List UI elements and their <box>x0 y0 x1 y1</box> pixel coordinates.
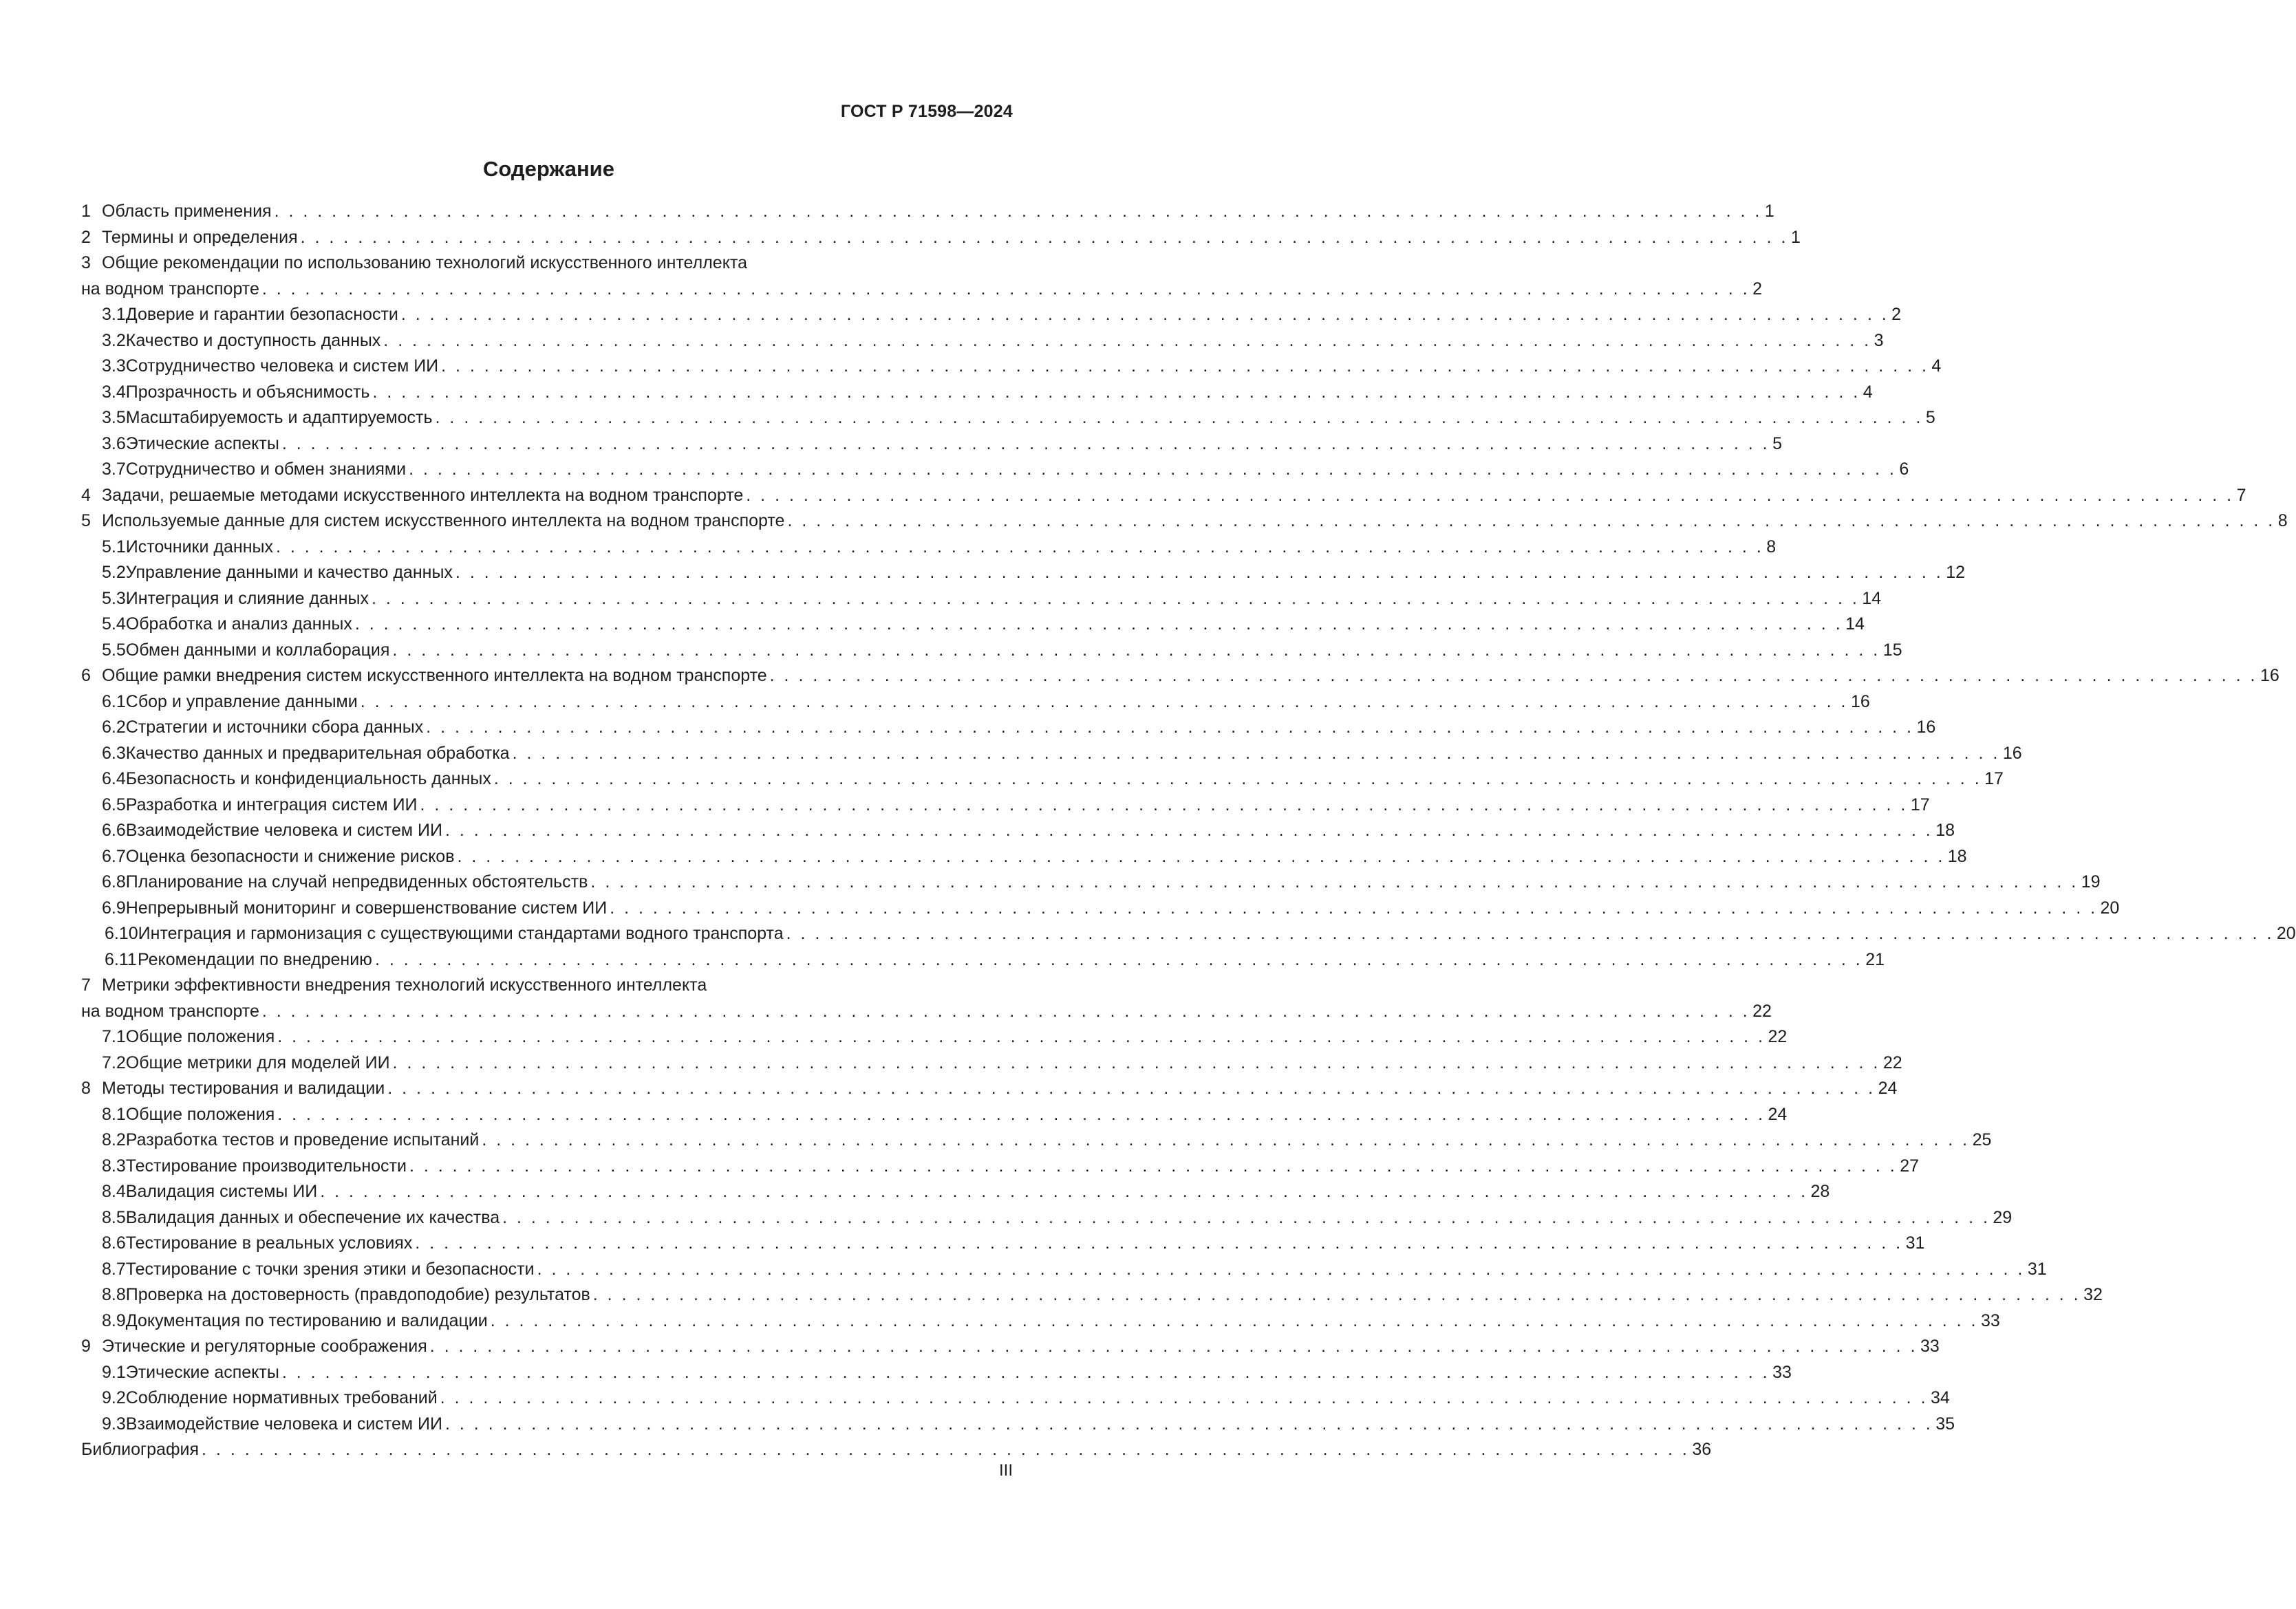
dot-leader: . . . . . . . . . . . . . . . . . . . . . . . . . . . . . . . . . . . . . . . . . . . . . . . . . . . . . . . . . . . . . . . . . . . . . . . . . . . . . . . . . . . . . . . . . . . . . . . . . . . . . . . . <box>512 743 2000 763</box>
toc-entry-page: 12 <box>1946 563 1966 582</box>
toc-entry-number: 6.10 <box>105 924 138 943</box>
toc-entry-number: 6.7 <box>102 846 126 866</box>
toc-entry-page: 1 <box>1764 202 1774 221</box>
dot-leader: . . . . . . . . . . . . . . . . . . . . . . . . . . . . . . . . . . . . . . . . . . . . . . . . . . . . . . . . . . . . . . . . . . . . . . . . . . . . . . . . . . . . . . . . . . . . . . . . . . . . . . . . <box>400 305 1889 324</box>
toc-entry-number: 6.6 <box>102 821 126 840</box>
toc-entry[interactable] <box>81 612 1865 638</box>
toc-entry-title: Обработка и анализ данных <box>125 614 352 634</box>
dot-leader: . . . . . . . . . . . . . . . . . . . . . . . . . . . . . . . . . . . . . . . . . . . . . . . . . . . . . . . . . . . . . . . . . . . . . . . . . . . . . . . . . . . . . . . . . . . . . . . . . . . . . . . . <box>409 460 1897 479</box>
toc-entry-title: Этические аспекты <box>125 433 279 453</box>
toc-entry-number: 8.9 <box>102 1310 126 1330</box>
toc-entry-number: 8.6 <box>102 1233 126 1253</box>
toc-entry-number: 6.9 <box>102 898 126 918</box>
toc-entry-number: 8.2 <box>102 1130 126 1149</box>
toc-entry-number: 3.1 <box>102 305 126 324</box>
toc-entry-number: 3.6 <box>102 433 126 453</box>
dot-leader: . . . . . . . . . . . . . . . . . . . . . . . . . . . . . . . . . . . . . . . . . . . . . . . . . . . . . . . . . . . . . . . . . . . . . . . . . . . . . . . . . . . . . . . . . . . . . . . . . . . . . . . . <box>281 433 1770 453</box>
toc-entry[interactable] <box>81 1308 2000 1335</box>
toc-entry-title: Сбор и управление данными <box>125 691 358 711</box>
dot-leader: . . . . . . . . . . . . . . . . . . . . . . . . . . . . . . . . . . . . . . . . . . . . . . . . . . . . . . . . . . . . . . . . . . . . . . . . . . . . . . . . . . . . . . . . . . . . . . . . . . . . . . . . <box>426 717 1914 737</box>
toc-entry[interactable] <box>81 457 1909 483</box>
toc-entry-number: 5.3 <box>102 588 126 608</box>
table-of-contents <box>81 199 2296 1463</box>
toc-entry[interactable] <box>81 534 1777 561</box>
toc-entry-page: 14 <box>1862 588 1882 608</box>
dot-leader: . . . . . . . . . . . . . . . . . . . . . . . . . . . . . . . . . . . . . . . . . . . . . . . . . . . . . . . . . . . . . . . . . . . . . . . . . . . . . . . . . . . . . . . . . . . . . . . . . . . . . . . . <box>787 511 2275 530</box>
toc-entry[interactable] <box>81 354 1942 380</box>
toc-entry-number: 6.3 <box>102 743 126 763</box>
toc-entry[interactable] <box>81 689 1870 715</box>
toc-entry-title: Используемые данные для систем искусственного интеллекта на водном транспорте <box>102 511 785 530</box>
toc-entry-number: 6.5 <box>102 795 126 814</box>
toc-entry[interactable] <box>81 638 1902 664</box>
toc-entry[interactable] <box>81 1024 1788 1050</box>
toc-entry[interactable] <box>81 199 1774 225</box>
toc-entry-number: 6.1 <box>102 691 126 711</box>
dot-leader: . . . . . . . . . . . . . . . . . . . . . . . . . . . . . . . . . . . . . . . . . . . . . . . . . . . . . . . . . . . . . . . . . . . . . . . . . . . . . . . . . . . . . . . . . . . . . . . . . . . . . . . . <box>372 588 1860 608</box>
toc-entry-title: Тестирование с точки зрения этики и безопасности <box>125 1259 535 1279</box>
toc-entry-title: Планирование на случай непредвиденных обстоятельств <box>125 872 588 892</box>
toc-entry-number: 5.1 <box>102 537 126 557</box>
toc-entry-number: 7.1 <box>102 1027 126 1046</box>
toc-entry-page: 7 <box>2236 485 2246 505</box>
toc-entry-number: 8.4 <box>102 1182 126 1201</box>
toc-entry[interactable] <box>81 818 1955 844</box>
toc-entry[interactable] <box>81 896 2120 922</box>
dot-leader: . . . . . . . . . . . . . . . . . . . . . . . . . . . . . . . . . . . . . . . . . . . . . . . . . . . . . . . . . . . . . . . . . . . . . . . . . . . . . . . . . . . . . . . . . . . . . . . . . . . . . . . . <box>537 1259 2025 1279</box>
toc-entry-title: Тестирование производительности <box>125 1156 407 1176</box>
toc-entry-number: 7 <box>81 975 91 995</box>
toc-entry[interactable] <box>81 973 1015 999</box>
toc-entry[interactable] <box>81 431 1782 457</box>
dot-leader: . . . . . . . . . . . . . . . . . . . . . . . . . . . . . . . . . . . . . . . . . . . . . . . . . . . . . . . . . . . . . . . . . . . . . . . . . . . . . . . . . . . . . . . . . . . . . . . . . . . . . . . . <box>277 1104 1766 1124</box>
toc-entry[interactable] <box>81 1179 1830 1205</box>
toc-entry[interactable] <box>81 1385 1950 1412</box>
toc-entry-page: 20 <box>2276 924 2296 943</box>
toc-entry-page: 8 <box>1766 537 1777 557</box>
toc-entry-number: 3.3 <box>102 356 126 376</box>
dot-leader: . . . . . . . . . . . . . . . . . . . . . . . . . . . . . . . . . . . . . . . . . . . . . . . . . . . . . . . . . . . . . . . . . . . . . . . . . . . . . . . . . . . . . . . . . . . . . . . . . . . . . . . . <box>360 691 1848 711</box>
toc-entry[interactable] <box>81 586 1882 612</box>
toc-entry-page: 32 <box>2083 1285 2103 1304</box>
dot-leader: . . . . . . . . . . . . . . . . . . . . . . . . . . . . . . . . . . . . . . . . . . . . . . . . . . . . . . . . . . . . . . . . . . . . . . . . . . . . . . . . . . . . . . . . . . . . . . . . . . . . . . . . <box>387 1079 1876 1098</box>
toc-entry-number: 3.7 <box>102 460 126 479</box>
toc-entry-number: 6.4 <box>102 769 126 788</box>
toc-entry[interactable] <box>81 1205 2013 1231</box>
toc-entry-title: Взаимодействие человека и систем ИИ <box>125 1414 442 1434</box>
toc-entry-title: Этические и регуляторные соображения <box>102 1337 427 1356</box>
toc-entry[interactable] <box>81 921 2296 947</box>
toc-entry-number: 8.3 <box>102 1156 126 1176</box>
toc-entry-page: 18 <box>1935 821 1955 840</box>
toc-entry-title: Разработка и интеграция систем ИИ <box>125 795 418 814</box>
toc-entry-page: 24 <box>1768 1104 1788 1124</box>
toc-entry[interactable] <box>81 663 2279 689</box>
toc-entry-page: 31 <box>1905 1233 1925 1253</box>
toc-entry-page: 29 <box>1993 1207 2013 1227</box>
toc-entry-page: 21 <box>1865 949 1885 969</box>
dot-leader: . . . . . . . . . . . . . . . . . . . . . . . . . . . . . . . . . . . . . . . . . . . . . . . . . . . . . . . . . . . . . . . . . . . . . . . . . . . . . . . . . . . . . . . . . . . . . . . . . . . . . . . . <box>275 537 1764 557</box>
toc-entry[interactable] <box>81 715 1936 741</box>
toc-entry-number: 8 <box>81 1079 91 1098</box>
toc-entry-title: Валидация данных и обеспечение их качества <box>125 1207 500 1227</box>
toc-entry-page: 3 <box>1874 330 1884 350</box>
toc-entry-title: Безопасность и конфиденциальность данных <box>125 769 491 788</box>
dot-leader: . . . . . . . . . . . . . . . . . . . . . . . . . . . . . . . . . . . . . . . . . . . . . . . . . . . . . . . . . . . . . . . . . . . . . . . . . . . . . . . . . . . . . . . . . . . . . . . . . . . . . . . . <box>261 279 1750 299</box>
toc-entry-title: Разработка тестов и проведение испытаний <box>125 1130 480 1149</box>
toc-entry-page: 28 <box>1810 1182 1830 1201</box>
toc-entry-title: Методы тестирования и валидации <box>102 1079 385 1098</box>
dot-leader: . . . . . . . . . . . . . . . . . . . . . . . . . . . . . . . . . . . . . . . . . . . . . . . . . . . . . . . . . . . . . . . . . . . . . . . . . . . . . . . . . . . . . . . . . . . . . . . . . . . . . . . . <box>261 1001 1750 1021</box>
toc-entry[interactable] <box>81 1412 1955 1438</box>
dot-leader: . . . . . . . . . . . . . . . . . . . . . . . . . . . . . . . . . . . . . . . . . . . . . . . . . . . . . . . . . . . . . . . . . . . . . . . . . . . . . . . . . . . . . . . . . . . . . . . . . . . . . . . . <box>274 202 1762 221</box>
toc-entry[interactable] <box>81 1102 1788 1128</box>
toc-entry-title: Оценка безопасности и снижение рисков <box>125 846 455 866</box>
toc-entry-title: Качество данных и предварительная обработка <box>125 743 510 763</box>
toc-entry[interactable] <box>81 766 2004 792</box>
toc-entry[interactable] <box>81 560 1966 586</box>
dot-leader: . . . . . . . . . . . . . . . . . . . . . . . . . . . . . . . . . . . . . . . . . . . . . . . . . . . . . . . . . . . . . . . . . . . . . . . . . . . . . . . . . . . . . . . . . . . . . . . . . . . . . . . . <box>320 1182 1808 1201</box>
toc-entry-title: Термины и определения <box>102 227 298 247</box>
toc-entry[interactable] <box>81 741 2022 767</box>
dot-leader: . . . . . . . . . . . . . . . . . . . . . . . . . . . . . . . . . . . . . . . . . . . . . . . . . . . . . . . . . . . . . . . . . . . . . . . . . . . . . . . . . . . . . . . . . . . . . . . . . . . . . . . . <box>610 898 2098 918</box>
toc-entry[interactable] <box>81 1076 1898 1102</box>
dot-leader: . . . . . . . . . . . . . . . . . . . . . . . . . . . . . . . . . . . . . . . . . . . . . . . . . . . . . . . . . . . . . . . . . . . . . . . . . . . . . . . . . . . . . . . . . . . . . . . . . . . . . . . . <box>493 769 1982 788</box>
toc-entry-page: 17 <box>1984 769 2004 788</box>
toc-entry-number: 3 <box>81 253 91 272</box>
toc-entry-page: 5 <box>1925 408 1935 427</box>
toc-entry-number: 6.2 <box>102 717 126 737</box>
toc-entry-page: 18 <box>1947 846 1967 866</box>
toc-entry-page: 22 <box>1752 1001 1772 1021</box>
toc-entry[interactable] <box>81 1154 1920 1180</box>
dot-leader: . . . . . . . . . . . . . . . . . . . . . . . . . . . . . . . . . . . . . . . . . . . . . . . . . . . . . . . . . . . . . . . . . . . . . . . . . . . . . . . . . . . . . . . . . . . . . . . . . . . . . . . . <box>435 408 1923 427</box>
page-title: Содержание <box>483 157 614 181</box>
toc-entry-number: 3.2 <box>102 330 126 350</box>
toc-entry-title: Область применения <box>102 202 272 221</box>
toc-entry-title: Метрики эффективности внедрения технологий искусственного интеллекта <box>102 975 707 995</box>
toc-entry-page: 5 <box>1772 433 1782 453</box>
toc-entry-page: 4 <box>1931 356 1942 376</box>
toc-entry-number: 6.8 <box>102 872 126 892</box>
toc-entry[interactable] <box>81 870 2101 896</box>
toc-entry-number: 8.5 <box>102 1207 126 1227</box>
dot-leader: . . . . . . . . . . . . . . . . . . . . . . . . . . . . . . . . . . . . . . . . . . . . . . . . . . . . . . . . . . . . . . . . . . . . . . . . . . . . . . . . . . . . . . . . . . . . . . . . . . . . . . . . <box>746 485 2234 505</box>
toc-entry-page: 22 <box>1882 1052 1902 1072</box>
toc-entry-number: 2 <box>81 227 91 247</box>
dot-leader: . . . . . . . . . . . . . . . . . . . . . . . . . . . . . . . . . . . . . . . . . . . . . . . . . . . . . . . . . . . . . . . . . . . . . . . . . . . . . . . . . . . . . . . . . . . . . . . . . . . . . . . . <box>457 846 1945 866</box>
toc-entry-title-continued: на водном транспорте <box>81 279 259 299</box>
toc-entry-page: 24 <box>1878 1079 1898 1098</box>
toc-entry-number: 6 <box>81 666 91 685</box>
toc-entry-title: Источники данных <box>125 537 273 557</box>
toc-entry-page: 33 <box>1772 1362 1792 1382</box>
toc-entry-title: Взаимодействие человека и систем ИИ <box>125 821 442 840</box>
toc-entry-number: 9.1 <box>102 1362 126 1382</box>
toc-entry[interactable] <box>81 1360 1792 1386</box>
dot-leader: . . . . . . . . . . . . . . . . . . . . . . . . . . . . . . . . . . . . . . . . . . . . . . . . . . . . . . . . . . . . . . . . . . . . . . . . . . . . . . . . . . . . . . . . . . . . . . . . . . . . . . . . <box>372 382 1860 402</box>
toc-entry-title: Тестирование в реальных условиях <box>125 1233 413 1253</box>
document-code: ГОСТ Р 71598—2024 <box>840 102 1013 121</box>
toc-entry-page: 14 <box>1845 614 1865 634</box>
toc-entry-page: 16 <box>2260 666 2279 685</box>
dot-leader: . . . . . . . . . . . . . . . . . . . . . . . . . . . . . . . . . . . . . . . . . . . . . . . . . . . . . . . . . . . . . . . . . . . . . . . . . . . . . . . . . . . . . . . . . . . . . . . . . . . . . . . . <box>202 1440 1690 1459</box>
toc-entry-page: 2 <box>1891 305 1902 324</box>
dot-leader: . . . . . . . . . . . . . . . . . . . . . . . . . . . . . . . . . . . . . . . . . . . . . . . . . . . . . . . . . . . . . . . . . . . . . . . . . . . . . . . . . . . . . . . . . . . . . . . . . . . . . . . . <box>455 563 1944 582</box>
toc-entry-number: 3.5 <box>102 408 126 427</box>
toc-entry-page: 19 <box>2081 872 2101 892</box>
toc-entry-title: Управление данными и качество данных <box>125 563 453 582</box>
dot-leader: . . . . . . . . . . . . . . . . . . . . . . . . . . . . . . . . . . . . . . . . . . . . . . . . . . . . . . . . . . . . . . . . . . . . . . . . . . . . . . . . . . . . . . . . . . . . . . . . . . . . . . . . <box>383 330 1871 350</box>
dot-leader: . . . . . . . . . . . . . . . . . . . . . . . . . . . . . . . . . . . . . . . . . . . . . . . . . . . . . . . . . . . . . . . . . . . . . . . . . . . . . . . . . . . . . . . . . . . . . . . . . . . . . . . . <box>490 1310 1978 1330</box>
toc-entry-title: Задачи, решаемые методами искусственного интеллекта на водном транспорте <box>102 485 744 505</box>
dot-leader: . . . . . . . . . . . . . . . . . . . . . . . . . . . . . . . . . . . . . . . . . . . . . . . . . . . . . . . . . . . . . . . . . . . . . . . . . . . . . . . . . . . . . . . . . . . . . . . . . . . . . . . . <box>590 872 2079 892</box>
toc-entry-title: Рекомендации по внедрению <box>138 949 372 969</box>
toc-entry-page: 25 <box>1972 1130 1992 1149</box>
dot-leader: . . . . . . . . . . . . . . . . . . . . . . . . . . . . . . . . . . . . . . . . . . . . . . . . . . . . . . . . . . . . . . . . . . . . . . . . . . . . . . . . . . . . . . . . . . . . . . . . . . . . . . . . <box>440 1388 1929 1407</box>
toc-entry-title: Этические аспекты <box>125 1362 279 1382</box>
toc-entry-page: 4 <box>1863 382 1873 402</box>
dot-leader: . . . . . . . . . . . . . . . . . . . . . . . . . . . . . . . . . . . . . . . . . . . . . . . . . . . . . . . . . . . . . . . . . . . . . . . . . . . . . . . . . . . . . . . . . . . . . . . . . . . . . . . . <box>441 356 1929 376</box>
toc-entry-page: 36 <box>1692 1440 1712 1459</box>
page-number: III <box>998 1461 1013 1480</box>
toc-entry-title: Прозрачность и объяснимость <box>125 382 370 402</box>
toc-entry-page: 27 <box>1900 1156 1920 1176</box>
toc-entry-title: Валидация системы ИИ <box>125 1182 318 1201</box>
toc-entry-title: Общие рамки внедрения систем искусственного интеллекта на водном транспорте <box>102 666 767 685</box>
toc-entry-title: Стратегии и источники сбора данных <box>125 717 424 737</box>
toc-entry[interactable] <box>81 1437 1712 1463</box>
toc-entry-title: Сотрудничество человека и систем ИИ <box>125 356 439 376</box>
toc-entry-title: Документация по тестированию и валидации <box>125 1310 488 1330</box>
toc-entry[interactable] <box>81 1050 1902 1077</box>
toc-entry-number: 8.7 <box>102 1259 126 1279</box>
toc-entry-number: 5.2 <box>102 563 126 582</box>
toc-entry-number: 9.2 <box>102 1388 126 1407</box>
toc-entry[interactable] <box>81 1282 2103 1308</box>
toc-entry-title: Непрерывный мониторинг и совершенствование систем ИИ <box>125 898 608 918</box>
dot-leader: . . . . . . . . . . . . . . . . . . . . . . . . . . . . . . . . . . . . . . . . . . . . . . . . . . . . . . . . . . . . . . . . . . . . . . . . . . . . . . . . . . . . . . . . . . . . . . . . . . . . . . . . <box>444 1414 1933 1434</box>
toc-entry-page: 6 <box>1899 460 1909 479</box>
toc-entry-number: 9 <box>81 1337 91 1356</box>
toc-entry[interactable] <box>81 508 2288 534</box>
dot-leader: . . . . . . . . . . . . . . . . . . . . . . . . . . . . . . . . . . . . . . . . . . . . . . . . . . . . . . . . . . . . . . . . . . . . . . . . . . . . . . . . . . . . . . . . . . . . . . . . . . . . . . . . <box>502 1207 1991 1227</box>
toc-entry[interactable] <box>81 947 1885 973</box>
toc-entry[interactable] <box>81 302 1902 328</box>
toc-entry-page: 8 <box>2277 511 2288 530</box>
toc-entry-title: Масштабируемость и адаптируемость <box>125 408 433 427</box>
toc-entry-title: Общие метрики для моделей ИИ <box>125 1052 390 1072</box>
toc-entry-title-continued: на водном транспорте <box>81 1001 259 1021</box>
toc-entry-continuation[interactable] <box>81 999 1772 1025</box>
toc-entry-title: Соблюдение нормативных требований <box>125 1388 438 1407</box>
toc-entry-title: Общие рекомендации по использованию технологий искусственного интеллекта <box>102 253 748 272</box>
toc-entry-number: 1 <box>81 202 91 221</box>
toc-entry-number: 3.4 <box>102 382 126 402</box>
toc-entry-number: 4 <box>81 485 91 505</box>
dot-leader: . . . . . . . . . . . . . . . . . . . . . . . . . . . . . . . . . . . . . . . . . . . . . . . . . . . . . . . . . . . . . . . . . . . . . . . . . . . . . . . . . . . . . . . . . . . . . . . . . . . . . . . . <box>277 1027 1766 1046</box>
toc-entry-number: 5 <box>81 511 91 530</box>
toc-entry[interactable] <box>81 844 1967 870</box>
toc-entry-title: Обмен данными и коллаборация <box>125 640 390 660</box>
toc-entry-number: 6.11 <box>105 949 137 969</box>
dot-leader: . . . . . . . . . . . . . . . . . . . . . . . . . . . . . . . . . . . . . . . . . . . . . . . . . . . . . . . . . . . . . . . . . . . . . . . . . . . . . . . . . . . . . . . . . . . . . . . . . . . . . . . . <box>769 666 2257 685</box>
toc-entry-number: 5.4 <box>102 614 126 634</box>
toc-entry[interactable] <box>81 250 1015 277</box>
toc-entry-page: 33 <box>1981 1310 2000 1330</box>
toc-entry-page: 35 <box>1935 1414 1955 1434</box>
toc-entry-number: 7.2 <box>102 1052 126 1072</box>
dot-leader: . . . . . . . . . . . . . . . . . . . . . . . . . . . . . . . . . . . . . . . . . . . . . . . . . . . . . . . . . . . . . . . . . . . . . . . . . . . . . . . . . . . . . . . . . . . . . . . . . . . . . . . . <box>420 795 1908 814</box>
toc-entry-page: 20 <box>2100 898 2120 918</box>
dot-leader: . . . . . . . . . . . . . . . . . . . . . . . . . . . . . . . . . . . . . . . . . . . . . . . . . . . . . . . . . . . . . . . . . . . . . . . . . . . . . . . . . . . . . . . . . . . . . . . . . . . . . . . . <box>300 227 1788 247</box>
toc-entry-title: Интеграция и слияние данных <box>125 588 369 608</box>
toc-entry-page: 34 <box>1931 1388 1950 1407</box>
toc-entry[interactable] <box>81 380 1873 406</box>
dot-leader: . . . . . . . . . . . . . . . . . . . . . . . . . . . . . . . . . . . . . . . . . . . . . . . . . . . . . . . . . . . . . . . . . . . . . . . . . . . . . . . . . . . . . . . . . . . . . . . . . . . . . . . . <box>374 949 1863 969</box>
toc-entry-title: Качество и доступность данных <box>125 330 381 350</box>
toc-entry[interactable] <box>81 328 1884 354</box>
toc-entry-title: Библиография <box>81 1440 200 1459</box>
toc-entry-page: 2 <box>1752 279 1763 299</box>
toc-entry[interactable] <box>81 225 1801 251</box>
dot-leader: . . . . . . . . . . . . . . . . . . . . . . . . . . . . . . . . . . . . . . . . . . . . . . . . . . . . . . . . . . . . . . . . . . . . . . . . . . . . . . . . . . . . . . . . . . . . . . . . . . . . . . . . <box>444 821 1933 840</box>
dot-leader: . . . . . . . . . . . . . . . . . . . . . . . . . . . . . . . . . . . . . . . . . . . . . . . . . . . . . . . . . . . . . . . . . . . . . . . . . . . . . . . . . . . . . . . . . . . . . . . . . . . . . . . . <box>392 640 1880 660</box>
toc-entry-page: 16 <box>2002 743 2022 763</box>
dot-leader: . . . . . . . . . . . . . . . . . . . . . . . . . . . . . . . . . . . . . . . . . . . . . . . . . . . . . . . . . . . . . . . . . . . . . . . . . . . . . . . . . . . . . . . . . . . . . . . . . . . . . . . . <box>592 1285 2081 1304</box>
toc-entry-page: 33 <box>1920 1337 1940 1356</box>
toc-entry[interactable] <box>81 1257 2047 1283</box>
toc-entry-page: 16 <box>1850 691 1870 711</box>
dot-leader: . . . . . . . . . . . . . . . . . . . . . . . . . . . . . . . . . . . . . . . . . . . . . . . . . . . . . . . . . . . . . . . . . . . . . . . . . . . . . . . . . . . . . . . . . . . . . . . . . . . . . . . . <box>786 924 2274 943</box>
toc-entry-page: 22 <box>1768 1027 1788 1046</box>
toc-entry-title: Общие положения <box>125 1104 275 1124</box>
dot-leader: . . . . . . . . . . . . . . . . . . . . . . . . . . . . . . . . . . . . . . . . . . . . . . . . . . . . . . . . . . . . . . . . . . . . . . . . . . . . . . . . . . . . . . . . . . . . . . . . . . . . . . . . <box>415 1233 1903 1253</box>
toc-entry-title: Общие положения <box>125 1027 275 1046</box>
toc-entry-page: 15 <box>1882 640 1902 660</box>
dot-leader: . . . . . . . . . . . . . . . . . . . . . . . . . . . . . . . . . . . . . . . . . . . . . . . . . . . . . . . . . . . . . . . . . . . . . . . . . . . . . . . . . . . . . . . . . . . . . . . . . . . . . . . . <box>429 1337 1918 1356</box>
dot-leader: . . . . . . . . . . . . . . . . . . . . . . . . . . . . . . . . . . . . . . . . . . . . . . . . . . . . . . . . . . . . . . . . . . . . . . . . . . . . . . . . . . . . . . . . . . . . . . . . . . . . . . . . <box>281 1362 1770 1382</box>
toc-entry-page: 31 <box>2027 1259 2047 1279</box>
toc-entry-continuation[interactable] <box>81 277 1763 303</box>
toc-entry-page: 17 <box>1910 795 1930 814</box>
toc-entry[interactable] <box>81 792 1930 819</box>
toc-entry-page: 16 <box>1916 717 1936 737</box>
toc-entry-page: 1 <box>1790 227 1801 247</box>
toc-entry-title: Доверие и гарантии безопасности <box>125 305 398 324</box>
toc-entry-number: 8.8 <box>102 1285 126 1304</box>
toc-entry[interactable] <box>81 1334 1940 1360</box>
toc-entry-number: 9.3 <box>102 1414 126 1434</box>
dot-leader: . . . . . . . . . . . . . . . . . . . . . . . . . . . . . . . . . . . . . . . . . . . . . . . . . . . . . . . . . . . . . . . . . . . . . . . . . . . . . . . . . . . . . . . . . . . . . . . . . . . . . . . . <box>354 614 1843 634</box>
toc-entry[interactable] <box>81 1127 1992 1154</box>
toc-entry[interactable] <box>81 483 2246 509</box>
toc-entry[interactable] <box>81 1231 1925 1257</box>
dot-leader: . . . . . . . . . . . . . . . . . . . . . . . . . . . . . . . . . . . . . . . . . . . . . . . . . . . . . . . . . . . . . . . . . . . . . . . . . . . . . . . . . . . . . . . . . . . . . . . . . . . . . . . . <box>392 1052 1880 1072</box>
toc-entry-number: 8.1 <box>102 1104 126 1124</box>
toc-entry-title: Проверка на достоверность (правдоподобие) результатов <box>125 1285 590 1304</box>
toc-entry-title: Интеграция и гармонизация с существующими стандартами водного транспорта <box>138 924 784 943</box>
dot-leader: . . . . . . . . . . . . . . . . . . . . . . . . . . . . . . . . . . . . . . . . . . . . . . . . . . . . . . . . . . . . . . . . . . . . . . . . . . . . . . . . . . . . . . . . . . . . . . . . . . . . . . . . <box>409 1156 1898 1176</box>
dot-leader: . . . . . . . . . . . . . . . . . . . . . . . . . . . . . . . . . . . . . . . . . . . . . . . . . . . . . . . . . . . . . . . . . . . . . . . . . . . . . . . . . . . . . . . . . . . . . . . . . . . . . . . . <box>482 1130 1970 1149</box>
toc-entry-title: Сотрудничество и обмен знаниями <box>125 460 407 479</box>
toc-entry-number: 5.5 <box>102 640 126 660</box>
toc-entry[interactable] <box>81 405 1935 431</box>
